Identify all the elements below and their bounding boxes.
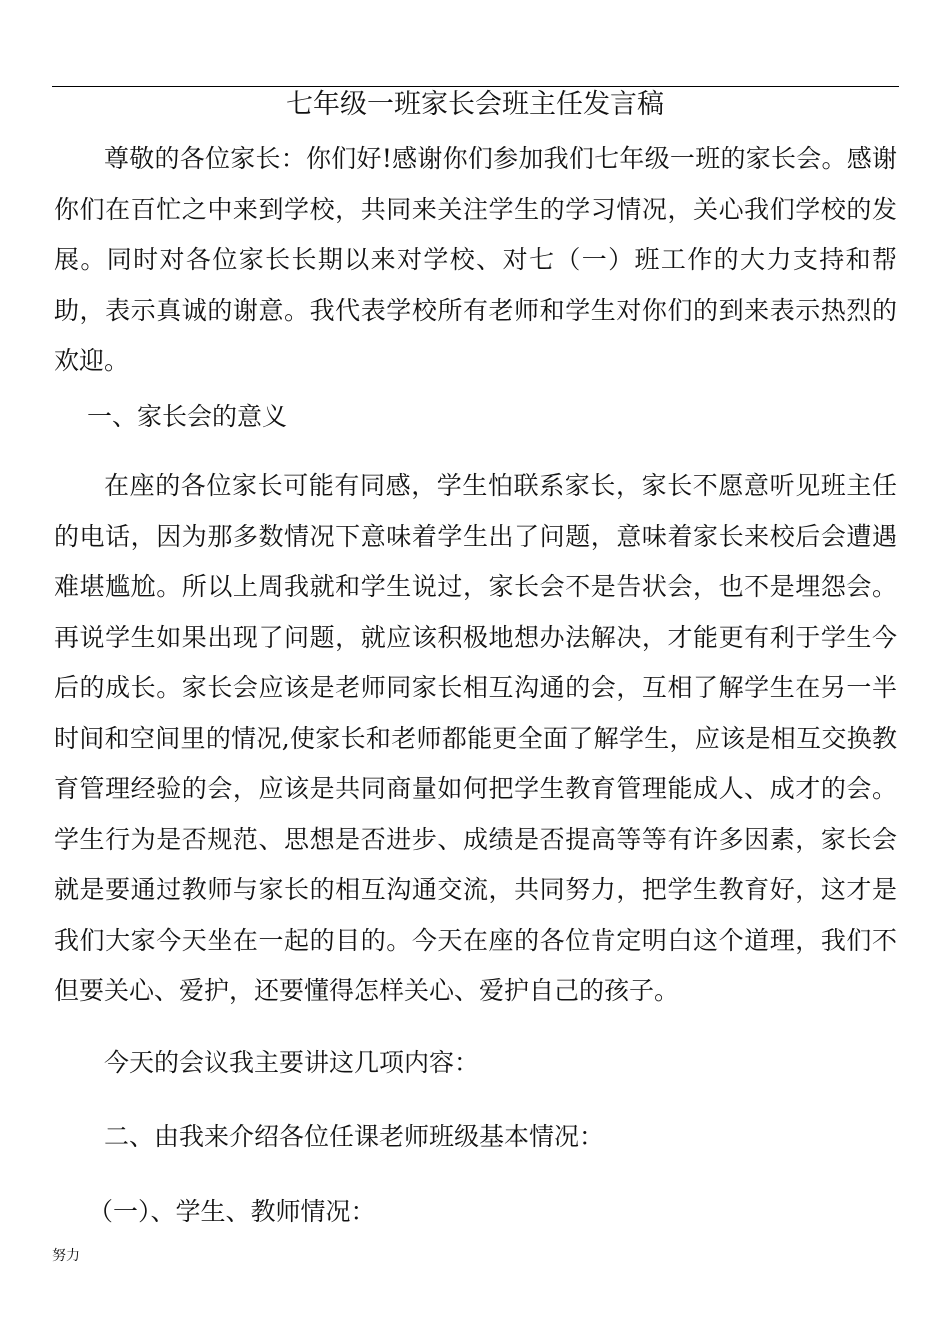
section-heading-2: 二、由我来介绍各位任课老师班级基本情况： (104, 1122, 605, 1151)
document-title: 七年级一班家长会班主任发言稿 (286, 89, 664, 120)
agenda-intro: 今天的会议我主要讲这几项内容： (104, 1047, 480, 1077)
section-heading-1: 一、家长会的意义 (87, 401, 288, 431)
subsection-heading-1: （一）、学生、教师情况： (88, 1196, 376, 1226)
page-footer: 努力 (52, 1248, 80, 1264)
section-1-paragraph: 在座的各位家长可能有同感，学生怕联系家长，家长不愿意听见班主任的电话，因为那多数情况下意味着学生出了问题，意味着家长来校后会遭遇难堪尴尬。所以上周我就和学生说过，家长会不是告状会，也不是埋怨会。再说学生如果出现了问题，就应该积极地想办法解决，才能更有利于学生今后的成长。家长会应该是老师同家长相互沟通的会，互相了解学生在另一半时间和空间里的情况,使家长和老师都能更全面了解学生，应该是相互交换教育管理经验的会，应该是共同商量如何把学生教育管理能成人、成才的会。学生行为是否规范、思想是否进步、成绩是否提高等等有许多因素，家长会就是要通过教师与家长的相互沟通交流，共同努力，把学生教育好，这才是我们大家今天坐在一起的目的。今天在座的各位肯定明白这个道理，我们不但要关心、爱护，还要懂得怎样关心、爱护自己的孩子。 (54, 471, 897, 1005)
header-rule (52, 86, 899, 87)
document-body (54, 134, 897, 1237)
intro-paragraph: 尊敬的各位家长：你们好!感谢你们参加我们七年级一班的家长会。感谢你们在百忙之中来到学校，共同来关注学生的学习情况，关心我们学校的发展。同时对各位家长长期以来对学校、对七（一）班工作的大力支持和帮助，表示真诚的谢意。我代表学校所有老师和学生对你们的到来表示热烈的欢迎。 (54, 144, 897, 375)
